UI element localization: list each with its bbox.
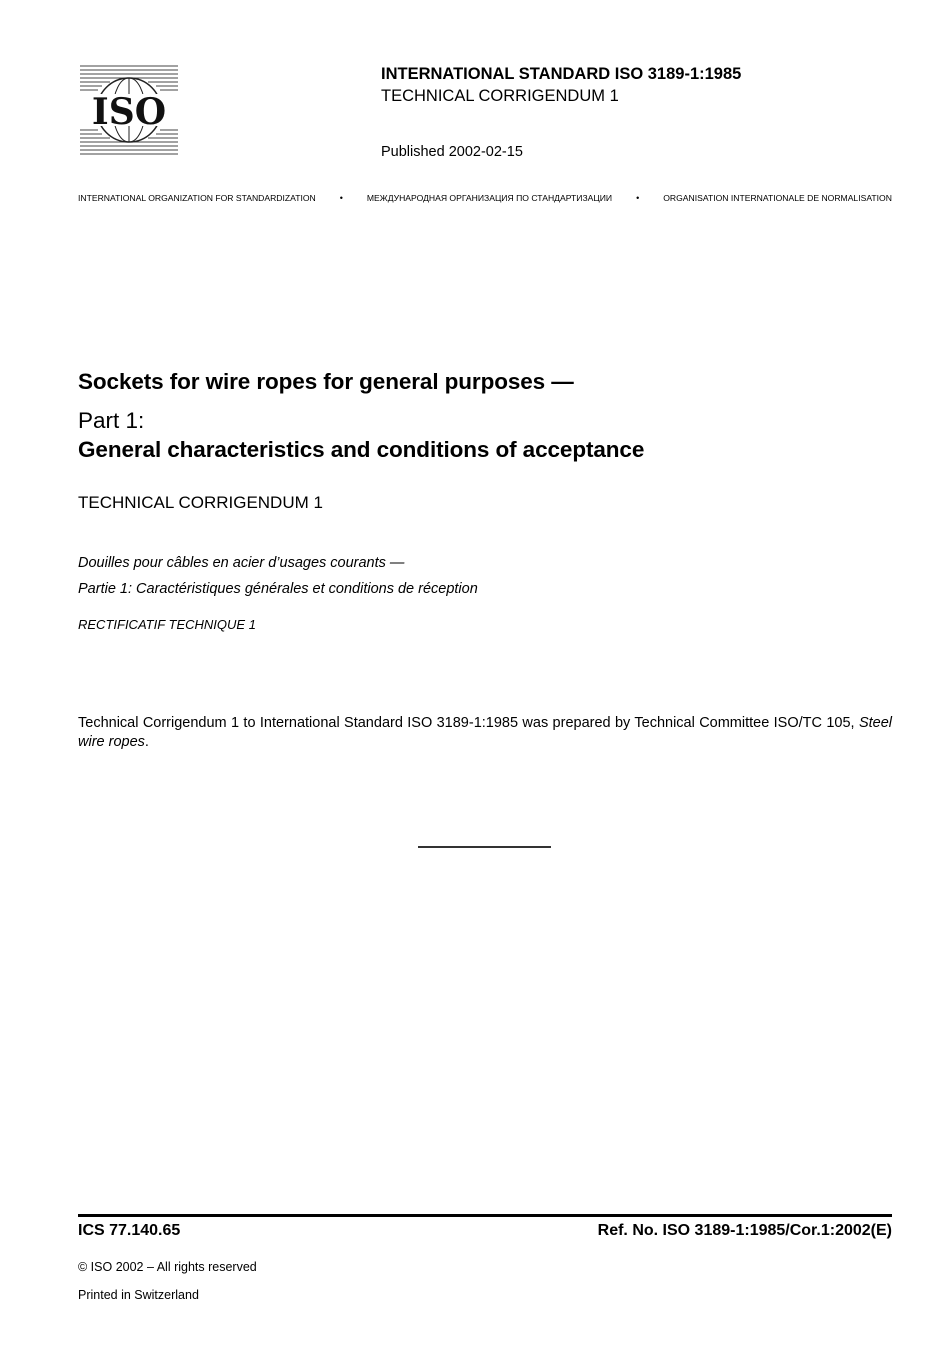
body-text-end: . [144,734,149,750]
french-title-line2: Partie 1: Caractéristiques générales et conditions de réception [78,581,478,597]
org-name-french: ORGANISATION INTERNATIONALE DE NORMALISATION [663,193,892,203]
org-name-english: INTERNATIONAL ORGANIZATION FOR STANDARDIZATION [78,193,316,203]
standard-subtitle: TECHNICAL CORRIGENDUM 1 [381,87,619,105]
printed-location: Printed in Switzerland [78,1288,199,1302]
footer-rule [78,1214,892,1217]
body-text: Technical Corrigendum 1 to International Standard ISO 3189-1:1985 was prepared by Technical Committee ISO/TC 105, [78,715,859,731]
standard-title: INTERNATIONAL STANDARD ISO 3189-1:1985 [381,65,742,83]
french-corrigendum-label: RECTIFICATIF TECHNIQUE 1 [78,617,256,632]
bullet-separator: • [636,193,640,203]
document-main-title: Sockets for wire ropes for general purposes — [78,369,574,394]
part-label: Part 1: [78,408,145,433]
svg-text:ISO: ISO [91,91,167,133]
committee-name: Steel wire ropes [78,715,892,750]
iso-logo-icon [80,64,178,156]
copyright-notice: © ISO 2002 – All rights reserved [78,1260,257,1274]
published-date: Published 2002-02-15 [381,144,523,160]
part-title: General characteristics and conditions of acceptance [78,437,645,462]
ics-code: ICS 77.140.65 [78,1222,181,1239]
organization-line [78,193,892,203]
french-title-line1: Douilles pour câbles en acier d’usages courants — [78,555,405,571]
separator-line [418,846,551,848]
iso-logo [80,64,178,156]
bullet-separator: • [339,193,343,203]
org-name-russian: МЕЖДУНАРОДНАЯ ОРГАНИЗАЦИЯ ПО СТАНДАРТИЗАЦИИ [366,193,613,203]
corrigendum-label: TECHNICAL CORRIGENDUM 1 [78,493,323,512]
reference-number: Ref. No. ISO 3189-1:1985/Cor.1:2002(E) [597,1222,892,1239]
body-paragraph [78,714,892,752]
